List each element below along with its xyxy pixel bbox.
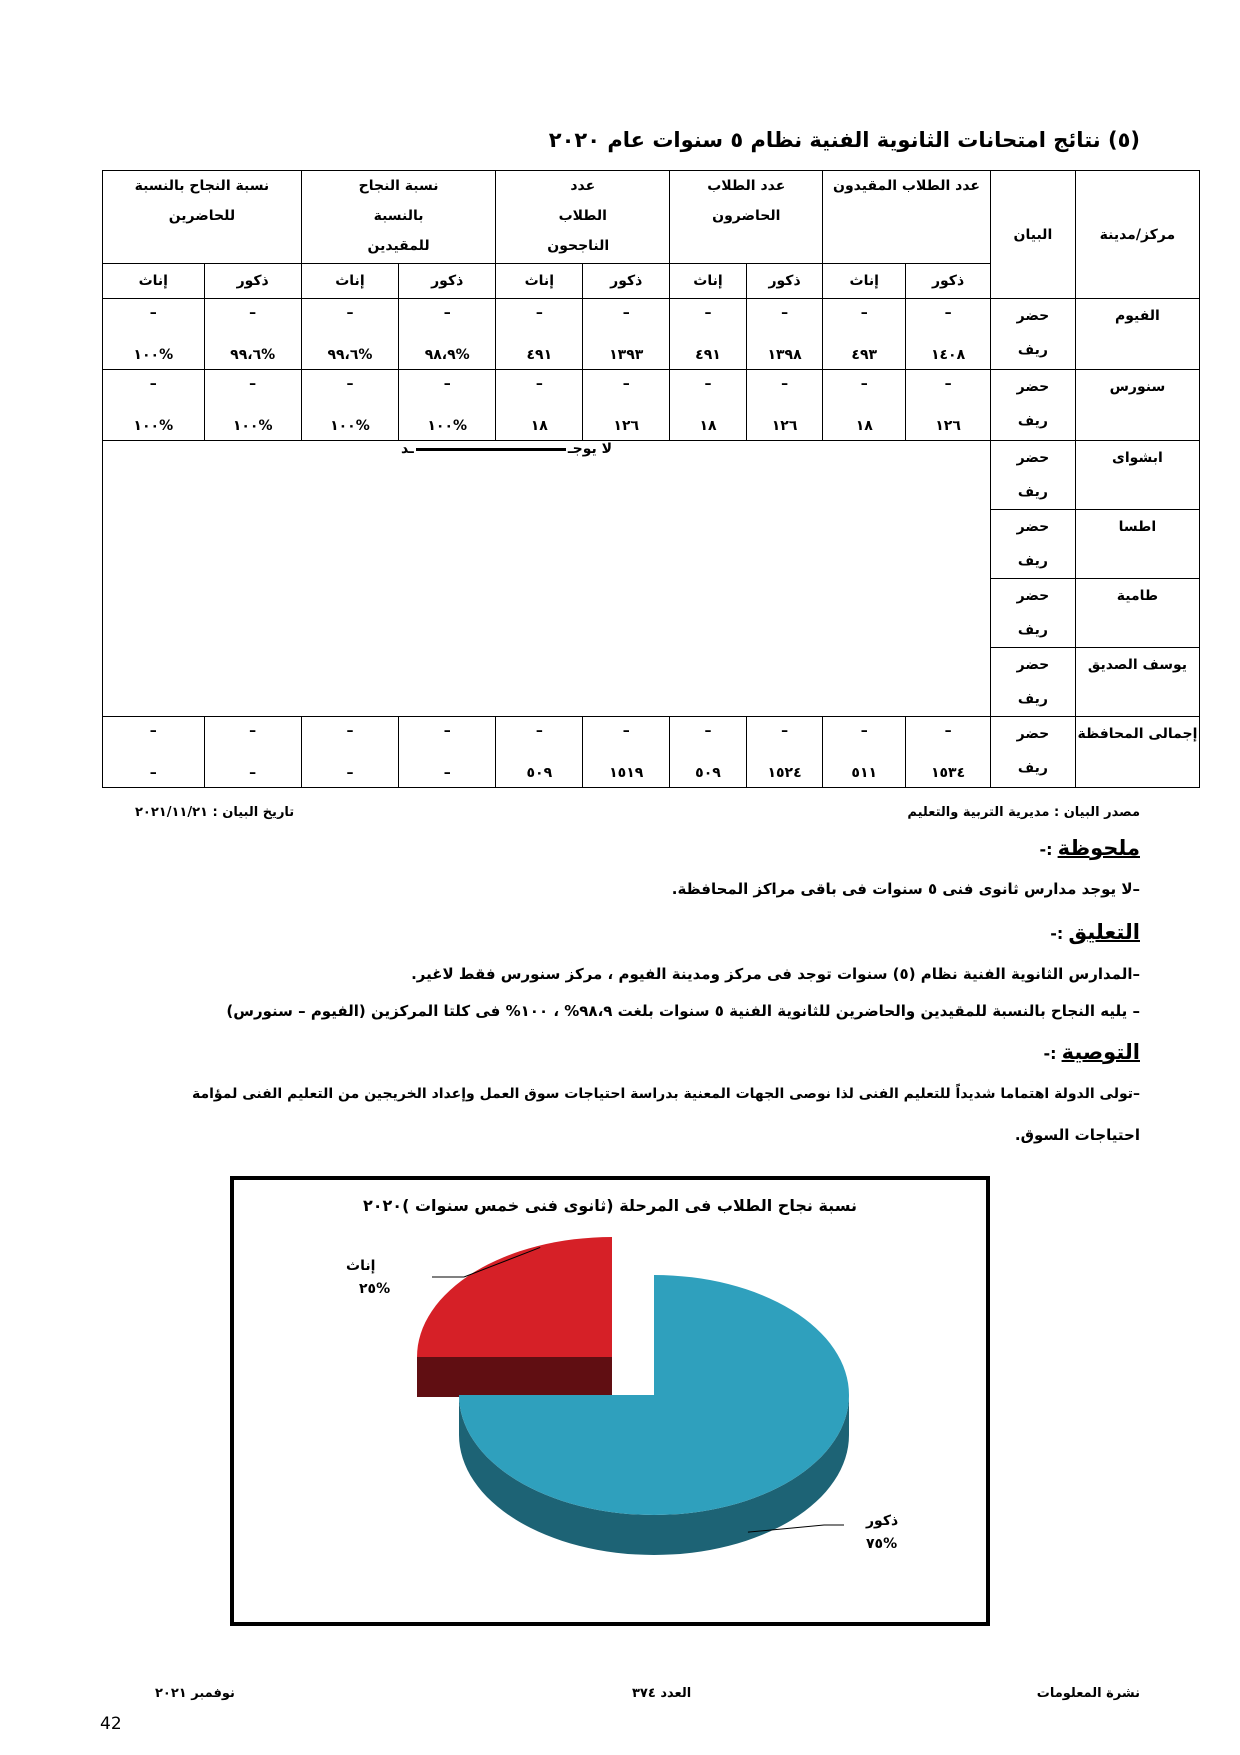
cell-hadar-value: – <box>781 376 789 392</box>
cell-rif-value: ٥١١ <box>851 765 878 781</box>
cell-hadar-value: – <box>781 723 789 739</box>
footer-publication: نشرة المعلومات <box>1036 1686 1140 1701</box>
cell-rif-value: – <box>249 765 257 781</box>
table-row <box>103 441 1200 510</box>
cell-hadar-value: – <box>149 723 157 739</box>
label-hadar: حضر <box>1016 450 1050 466</box>
data-cell <box>670 370 747 441</box>
cell-rif-value: ١٢٦ <box>771 418 798 434</box>
data-cell <box>301 370 398 441</box>
subheader-female: إناث <box>670 264 747 299</box>
data-cell <box>670 717 747 788</box>
cell-hadar-value: – <box>704 376 712 392</box>
cell-hadar-value: – <box>443 376 451 392</box>
label-hadar: حضر <box>1016 588 1050 604</box>
row-location: الفيوم <box>1075 299 1199 370</box>
header-present: عدد الطلاب الحاضرون <box>670 171 823 264</box>
cell-rif-value: ١٥٣٤ <box>930 765 966 781</box>
row-bayan <box>990 648 1075 717</box>
data-cell <box>583 370 670 441</box>
recommendation-sep: :- <box>1043 1044 1057 1063</box>
cell-rif-value: ١٨ <box>699 418 717 434</box>
cell-rif-value: ١٨ <box>855 418 873 434</box>
cell-rif-value: ١٢٦ <box>613 418 640 434</box>
comment-line-2: – يليه النجاح بالنسبة للمقيدين والحاضرين للثانوية الفنية ٥ سنوات بلغت ٩٨،٩% ، ١٠٠% فى كلتا المركزين (الفيوم – سنورس) <box>226 1002 1140 1020</box>
data-cell <box>301 299 398 370</box>
header-pct-present: نسبة النجاح بالنسبة للحاضرين <box>103 171 302 264</box>
data-cell <box>746 370 823 441</box>
data-cell <box>906 370 991 441</box>
data-cell <box>746 299 823 370</box>
data-date: تاريخ البيان : ٢٠٢١/١١/٢١ <box>135 805 295 820</box>
cell-rif-value: – <box>149 765 157 781</box>
cell-hadar-value: – <box>622 305 630 321</box>
row-bayan <box>990 370 1075 441</box>
subheader-female: إناث <box>103 264 205 299</box>
cell-rif-value: ١٣٩٣ <box>609 347 644 363</box>
cell-hadar-value: – <box>346 305 354 321</box>
data-cell <box>301 717 398 788</box>
label-hadar: حضر <box>1016 519 1050 535</box>
cell-rif-value: %١٠٠ <box>133 418 174 434</box>
cell-rif-value: ٤٩٣ <box>851 347 878 363</box>
data-cell <box>103 370 205 441</box>
cell-hadar-value: – <box>249 723 257 739</box>
data-cell <box>906 299 991 370</box>
cell-hadar-value: – <box>249 376 257 392</box>
female-label: إناث <box>346 1258 376 1274</box>
cell-hadar-value: – <box>622 376 630 392</box>
page-number: 42 <box>100 1714 122 1734</box>
cell-rif-value: ٤٩١ <box>526 347 553 363</box>
subheader-male: ذكور <box>204 264 301 299</box>
row-location: ابشواى <box>1075 441 1199 510</box>
cell-hadar-value: – <box>944 305 952 321</box>
data-cell <box>496 299 583 370</box>
no-data-line <box>416 448 566 451</box>
cell-hadar-value: – <box>443 723 451 739</box>
cell-hadar-value: – <box>346 723 354 739</box>
cell-rif-value: %١٠٠ <box>427 418 468 434</box>
subheader-male: ذكور <box>746 264 823 299</box>
label-rif: ريف <box>1017 413 1048 429</box>
data-cell <box>823 717 906 788</box>
cell-hadar-value: – <box>535 376 543 392</box>
cell-hadar-value: – <box>860 376 868 392</box>
data-cell <box>906 717 991 788</box>
row-location: سنورس <box>1075 370 1199 441</box>
label-hadar: حضر <box>1016 379 1050 395</box>
cell-rif-value: ٤٩١ <box>695 347 721 363</box>
cell-rif-value: %٩٩،٦ <box>327 347 373 363</box>
cell-rif-value: ١٥١٩ <box>609 765 644 781</box>
row-location: يوسف الصديق <box>1075 648 1199 717</box>
note-text: –لا يوجد مدارس ثانوى فنى ٥ سنوات فى باقى مراكز المحافظة. <box>671 880 1140 898</box>
table-row <box>103 717 1200 788</box>
cell-hadar-value: – <box>346 376 354 392</box>
data-cell <box>204 370 301 441</box>
header-pct-enrolled: نسبة النجاح بالنسبة للمقيدين <box>301 171 496 264</box>
label-rif: ريف <box>1017 553 1048 569</box>
subheader-male: ذكور <box>583 264 670 299</box>
label-rif: ريف <box>1017 484 1048 500</box>
data-cell <box>103 717 205 788</box>
subheader-female: إناث <box>496 264 583 299</box>
data-cell <box>399 299 496 370</box>
cell-rif-value: ١٢٦ <box>935 418 961 434</box>
cell-hadar-value: – <box>443 305 451 321</box>
no-data-cell <box>103 441 991 717</box>
cell-hadar-value: – <box>860 723 868 739</box>
data-cell <box>103 299 205 370</box>
header-bayan: البيان <box>990 171 1075 299</box>
pie-chart-frame <box>230 1176 990 1626</box>
recommendation-line-1: –تولى الدولة اهتماما شديداً للتعليم الفنى لذا نوصى الجهات المعنية بدراسة احتياجات سوق العمل وإعداد الخريجين من التعليم الفنى لمؤامة <box>191 1086 1140 1102</box>
cell-hadar-value: – <box>704 723 712 739</box>
label-hadar: حضر <box>1016 308 1050 324</box>
header-markaz: مركز/مدينة <box>1075 171 1199 299</box>
page-title: (٥) نتائج امتحانات الثانوية الفنية نظام ٥ سنوات عام ٢٠٢٠ <box>548 128 1140 152</box>
data-cell <box>746 717 823 788</box>
row-location: طامية <box>1075 579 1199 648</box>
table-row <box>103 370 1200 441</box>
results-table <box>102 170 1200 788</box>
row-bayan <box>990 579 1075 648</box>
note-sep: :- <box>1039 840 1053 859</box>
male-value-label: %٧٥ <box>866 1536 898 1552</box>
header-enrolled: عدد الطلاب المقيدون <box>823 171 991 264</box>
cell-hadar-value: – <box>704 305 712 321</box>
cell-hadar-value: – <box>622 723 630 739</box>
data-cell <box>823 299 906 370</box>
cell-rif-value: ١٣٩٨ <box>767 347 802 363</box>
cell-hadar-value: – <box>781 305 789 321</box>
table-row <box>103 299 1200 370</box>
data-cell <box>496 717 583 788</box>
chart-title: نسبة نجاح الطلاب فى المرحلة (ثانوى فنى خمس سنوات )٢٠٢٠ <box>363 1196 857 1215</box>
cell-hadar-value: – <box>944 376 952 392</box>
data-cell <box>204 299 301 370</box>
cell-rif-value: ١٨ <box>530 418 548 434</box>
comment-heading-row <box>1050 920 1140 944</box>
label-rif: ريف <box>1017 691 1048 707</box>
data-cell <box>583 717 670 788</box>
cell-rif-value: %١٠٠ <box>330 418 370 434</box>
cell-rif-value: %٩٩،٦ <box>230 347 276 363</box>
cell-rif-value: ٥٠٩ <box>526 765 553 781</box>
footer-date: نوفمبر ٢٠٢١ <box>155 1686 235 1701</box>
cell-hadar-value: – <box>860 305 868 321</box>
recommendation-heading-row <box>1043 1040 1140 1064</box>
comment-sep: :- <box>1050 924 1064 943</box>
subheader-male: ذكور <box>399 264 496 299</box>
label-rif: ريف <box>1017 342 1048 358</box>
cell-hadar-value: – <box>149 376 157 392</box>
label-rif: ريف <box>1017 622 1048 638</box>
data-cell <box>670 299 747 370</box>
note-heading: ملحوظة <box>1057 836 1140 860</box>
subheader-female: إناث <box>823 264 906 299</box>
label-hadar: حضر <box>1016 726 1050 742</box>
row-location: إجمالى المحافظة <box>1075 717 1199 788</box>
male-label: ذكور <box>866 1513 899 1529</box>
no-data-text: لا يوجـ <box>567 441 613 457</box>
row-location: اطسا <box>1075 510 1199 579</box>
female-value-label: %٢٥ <box>359 1281 391 1297</box>
subheader-male: ذكور <box>906 264 991 299</box>
label-hadar: حضر <box>1016 657 1050 673</box>
cell-rif-value: %١٠٠ <box>232 418 273 434</box>
cell-hadar-value: – <box>535 305 543 321</box>
cell-hadar-value: – <box>535 723 543 739</box>
row-bayan <box>990 441 1075 510</box>
row-bayan <box>990 510 1075 579</box>
data-cell <box>204 717 301 788</box>
header-passed: عدد الطلاب الناجحون <box>496 171 670 264</box>
row-bayan <box>990 717 1075 788</box>
cell-rif-value: ٥٠٩ <box>695 765 721 781</box>
recommendation-line-2: احتياجات السوق. <box>1014 1126 1140 1144</box>
row-bayan <box>990 299 1075 370</box>
pie-slice-female <box>417 1237 612 1357</box>
cell-hadar-value: – <box>944 723 952 739</box>
pie-slice-female-side <box>417 1357 612 1397</box>
data-cell <box>823 370 906 441</box>
comment-heading: التعليق <box>1068 920 1140 944</box>
data-cell <box>583 299 670 370</box>
cell-rif-value: %١٠٠ <box>133 347 174 363</box>
recommendation-heading: التوصية <box>1061 1040 1140 1064</box>
cell-rif-value: ١٥٢٤ <box>767 765 802 781</box>
label-rif: ريف <box>1017 760 1048 776</box>
comment-line-1: –المدارس الثانوية الفنية نظام (٥) سنوات توجد فى مركز ومدينة الفيوم ، مركز سنورس فقط لاغير. <box>411 965 1140 983</box>
footer-issue: العدد ٣٧٤ <box>632 1686 692 1701</box>
note-heading-row <box>1039 836 1140 860</box>
cell-rif-value: – <box>346 765 354 781</box>
cell-hadar-value: – <box>149 305 157 321</box>
cell-rif-value: ١٤٠٨ <box>930 347 966 363</box>
data-cell <box>496 370 583 441</box>
cell-rif-value: – <box>443 765 451 781</box>
cell-rif-value: %٩٨،٩ <box>424 347 470 363</box>
data-cell <box>399 717 496 788</box>
no-data-text-end: ـد <box>400 441 414 457</box>
data-source: مصدر البيان : مديرية التربية والتعليم <box>907 805 1140 820</box>
pie-chart <box>234 1180 986 1622</box>
data-cell <box>399 370 496 441</box>
subheader-female: إناث <box>301 264 398 299</box>
cell-hadar-value: – <box>249 305 257 321</box>
